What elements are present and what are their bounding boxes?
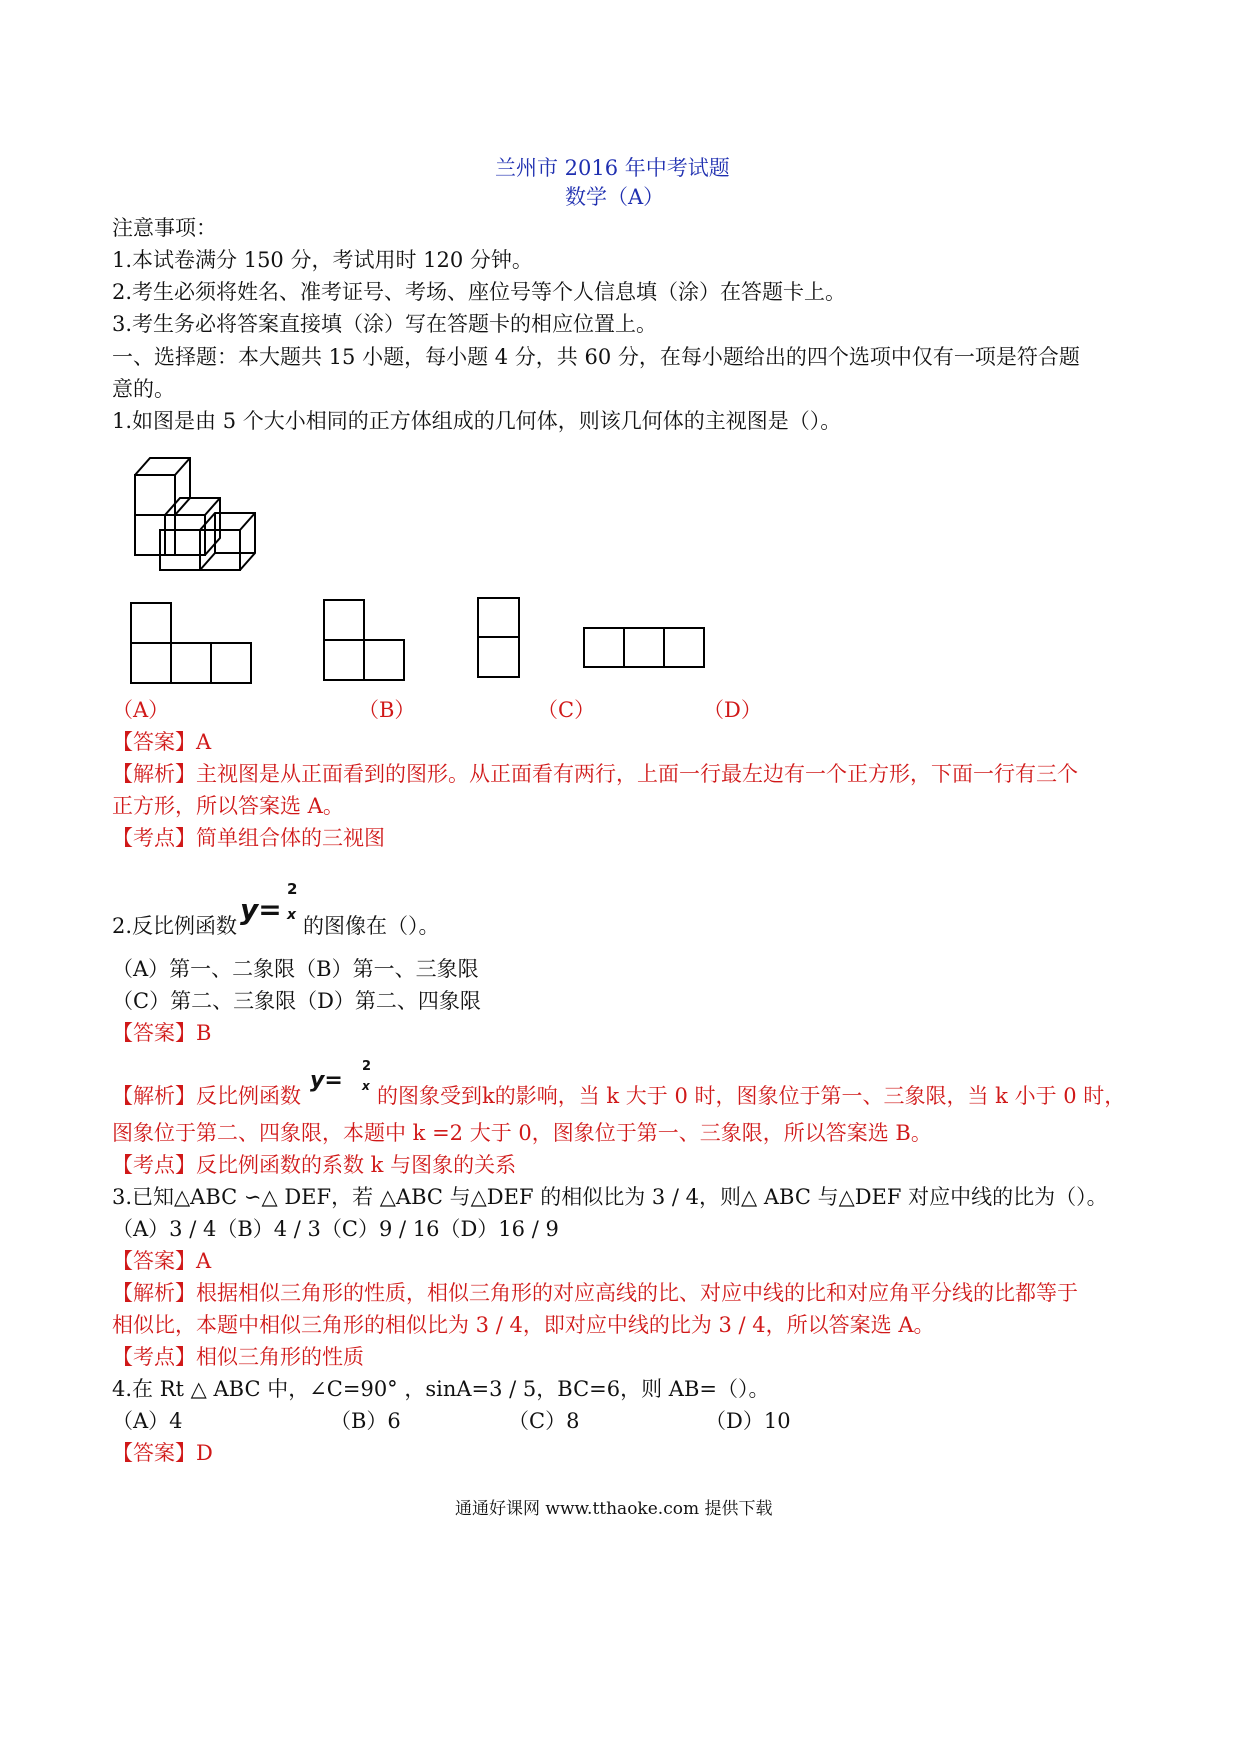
- q1-option-b-figure: [323, 599, 408, 681]
- q2-analysis-formula-numerator: 2: [362, 1059, 372, 1074]
- q4-option-d: （D）10: [705, 1409, 791, 1433]
- q3-options: （A）3 / 4（B）4 / 3（C）9 / 16（D）16 / 9: [112, 1217, 559, 1241]
- section-heading: 一、选择题：本大题共 15 小题，每小题 4 分，共 60 分，在每小题给出的四个选项中仅有一项是符合题: [112, 345, 1080, 369]
- q1-3d-cube-figure: [130, 450, 270, 570]
- q2-analysis-formula-lhs: y=: [310, 1068, 343, 1093]
- q3-stem: 3.已知△ABC ∽△ DEF，若 △ABC 与△DEF 的相似比为 3 / 4，则△ ABC 与△DEF 对应中线的比为（）。: [112, 1185, 1108, 1209]
- q2-stem-prefix: 2.反比例函数: [112, 914, 238, 938]
- notice-item-2: 2.考生必须将姓名、准考证号、考场、座位号等个人信息填（涂）在答题卡上。: [112, 280, 847, 304]
- q2-options-line1: （A）第一、二象限（B）第一、三象限: [112, 957, 479, 981]
- q1-option-c-label: （C）: [537, 698, 596, 722]
- q3-analysis: 【解析】根据相似三角形的性质，相似三角形的对应高线的比、对应中线的比和对应角平分线的比都等于: [112, 1281, 1078, 1305]
- q2-point: 【考点】反比例函数的系数 k 与图象的关系: [112, 1153, 517, 1177]
- q1-option-b-label: （B）: [358, 698, 416, 722]
- q1-option-d-label: （D）: [703, 698, 762, 722]
- q1-option-a-figure: [130, 602, 255, 684]
- notice-item-3: 3.考生务必将答案直接填（涂）写在答题卡的相应位置上。: [112, 312, 658, 336]
- q2-options-line2: （C）第二、三象限（D）第二、四象限: [112, 989, 481, 1013]
- q3-point: 【考点】相似三角形的性质: [112, 1345, 364, 1369]
- q1-option-c-figure: [477, 597, 522, 679]
- q1-point: 【考点】简单组合体的三视图: [112, 826, 385, 850]
- q2-formula-denominator: x: [287, 907, 297, 923]
- q4-option-b: （B）6: [330, 1409, 401, 1433]
- section-heading-cont: 意的。: [112, 377, 175, 401]
- q2-analysis-cont: 图象位于第二、四象限，本题中 k =2 大于 0，图象位于第一、三象限，所以答案选 B。: [112, 1121, 932, 1145]
- q1-stem: 1.如图是由 5 个大小相同的正方体组成的几何体，则该几何体的主视图是（）。: [112, 409, 842, 433]
- q2-analysis-formula-denominator: x: [362, 1079, 370, 1093]
- q1-analysis: 【解析】主视图是从正面看到的图形。从正面看有两行，上面一行最左边有一个正方形，下面一行有三个: [112, 762, 1078, 786]
- page-footer: 通通好课网 www.tthaoke.com 提供下载: [455, 1499, 773, 1519]
- q4-answer: 【答案】D: [112, 1441, 213, 1465]
- notice-heading: 注意事项：: [112, 216, 217, 240]
- q1-analysis-cont: 正方形，所以答案选 A。: [112, 794, 344, 818]
- q3-analysis-cont: 相似比，本题中相似三角形的相似比为 3 / 4，即对应中线的比为 3 / 4，所以答案选 A。: [112, 1313, 935, 1337]
- q2-formula-numerator: 2: [287, 880, 298, 898]
- q2-analysis: 的图象受到k的影响，当 k 大于 0 时，图象位于第一、三象限，当 k 小于 0 时，: [377, 1084, 1126, 1108]
- page-subtitle: 数学（A）: [565, 185, 665, 209]
- q4-stem: 4.在 Rt △ ABC 中，∠C=90° ，sinA=3 / 5，BC=6，则 AB=（）。: [112, 1377, 770, 1401]
- q1-option-a-label: （A）: [112, 698, 170, 722]
- q2-stem-suffix: 的图像在（）。: [303, 914, 440, 938]
- q1-option-d-figure: [583, 627, 708, 669]
- q4-option-a: （A）4: [112, 1409, 183, 1433]
- q1-answer: 【答案】A: [112, 730, 212, 754]
- q3-answer: 【答案】A: [112, 1249, 212, 1273]
- q2-formula-lhs: y=: [240, 893, 282, 926]
- q2-analysis-prefix: 【解析】反比例函数: [112, 1084, 301, 1108]
- q2-answer: 【答案】B: [112, 1021, 212, 1045]
- notice-item-1: 1.本试卷满分 150 分，考试用时 120 分钟。: [112, 248, 533, 272]
- page-title: 兰州市 2016 年中考试题: [495, 156, 730, 180]
- q4-option-c: （C）8: [508, 1409, 580, 1433]
